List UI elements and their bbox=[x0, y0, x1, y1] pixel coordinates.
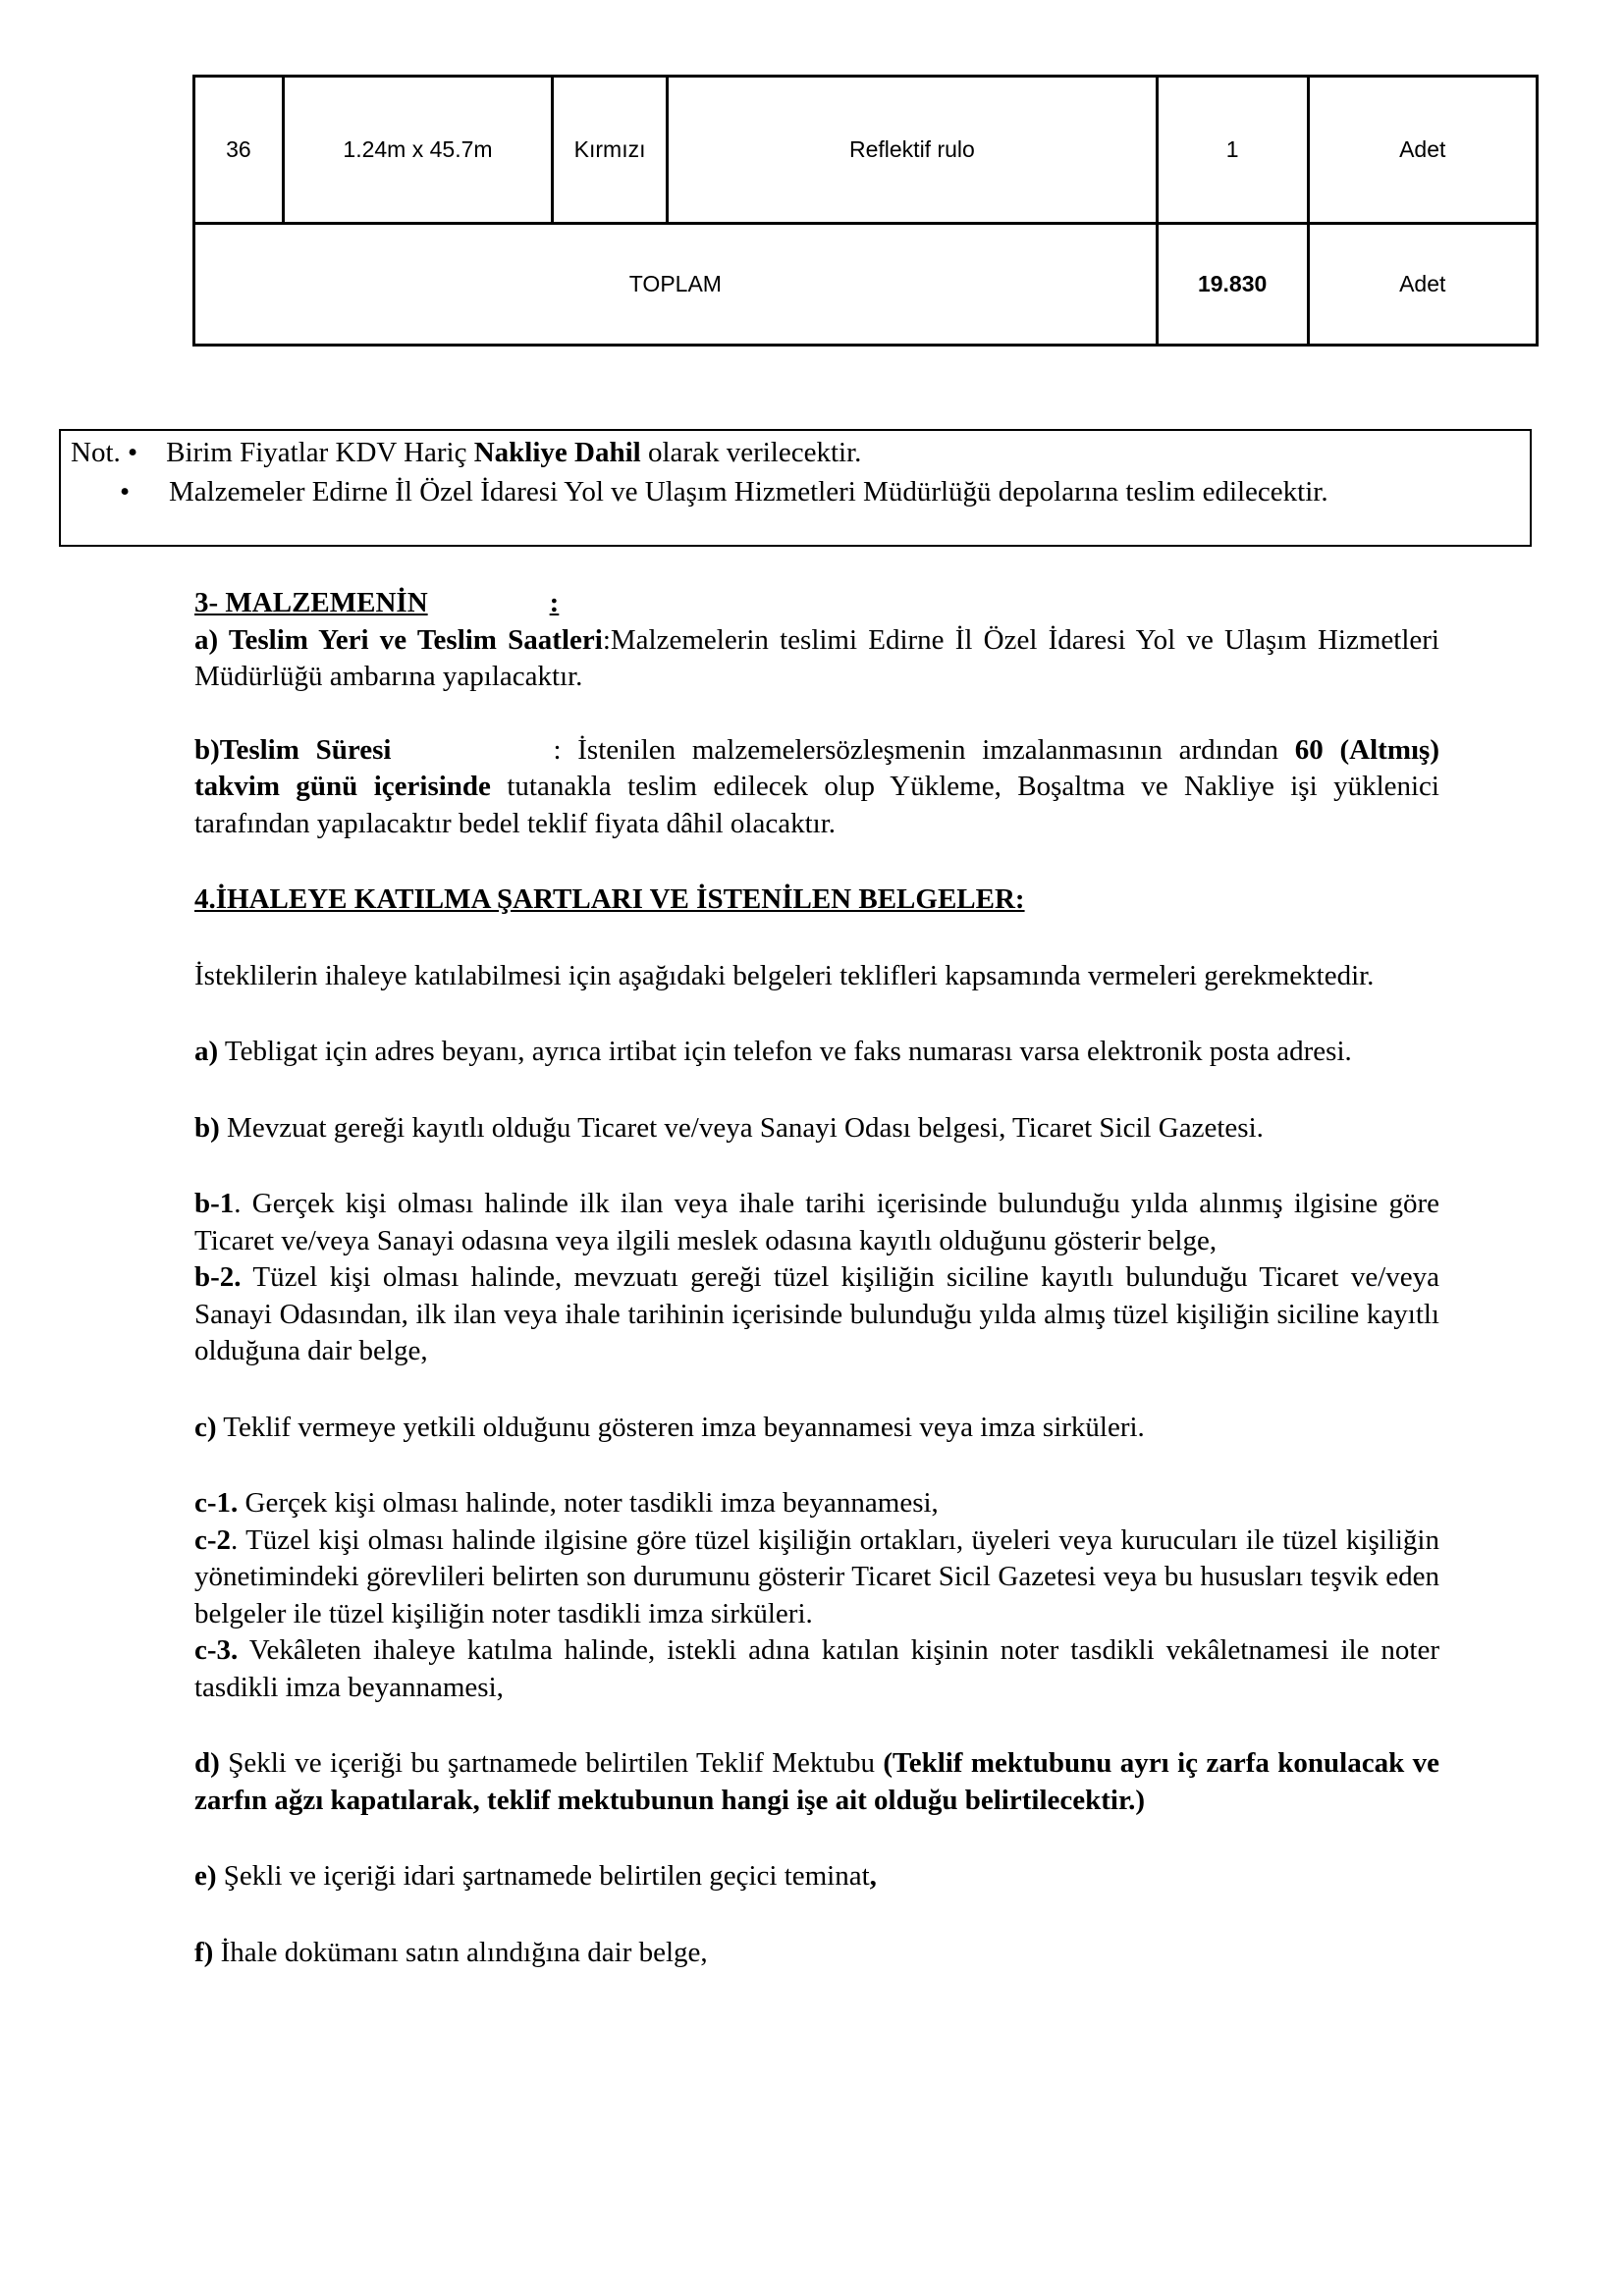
item-f-label: f) bbox=[194, 1936, 214, 1968]
item-c-3-label: c-3. bbox=[194, 1634, 239, 1666]
document-body bbox=[194, 585, 1439, 1971]
item-b-1-text: . Gerçek kişi olması halinde ilk ilan veya ihale tarihi içerisinde bulunduğu yılda alınmış ilgisine göre Ticaret ve/veya Sanayi odasına veya ilgili meslek odasına kayıtlı olduğunu gösterir belge, bbox=[194, 1188, 1439, 1256]
item-c-2 bbox=[194, 1522, 1439, 1633]
item-c-1-text: Gerçek kişi olması halinde, noter tasdikli imza beyannamesi, bbox=[238, 1487, 939, 1519]
item-a-label: a) bbox=[194, 1036, 219, 1067]
note-line-2 bbox=[120, 470, 1328, 513]
table-row bbox=[194, 77, 1538, 224]
note-text: Birim Fiyatlar KDV Hariç bbox=[166, 437, 474, 468]
item-a-text: Tebligat için adres beyanı, ayrıca irtibat için telefon ve faks numarası varsa elektronik posta adresi. bbox=[218, 1036, 1352, 1067]
item-name-cell: Reflektif rulo bbox=[668, 77, 1158, 224]
quantity-cell: 1 bbox=[1157, 77, 1308, 224]
item-c-1 bbox=[194, 1485, 1439, 1522]
total-unit-cell: Adet bbox=[1308, 224, 1537, 346]
item-d-bold: (Teklif mektubunu ayrı iç zarfa konulacak ve zarfın ağzı kapatılarak, teklif mektubunun hangi işe ait olduğu belirtilecektir.) bbox=[194, 1747, 1439, 1816]
item-c-2-text: . Tüzel kişi olması halinde ilgisine göre tüzel kişiliğin ortakları, üyeleri veya kurucuları ile tüzel kişiliğin yönetimindeki görevlileri belirten son durumunu gösterir Ticaret Sicil Gazetesi veya bu hususları teşvik eden belgeler ile tüzel kişiliğin noter tasdikli imza sirküleri. bbox=[194, 1523, 1439, 1629]
total-row bbox=[194, 224, 1538, 346]
section-3-b-text-2: tutanakla teslim edilecek olup Yükleme, Boşaltma ve Nakliye işi yüklenici tarafından yapılacaktır bedel teklif fiyata dâhil olacaktır. bbox=[194, 771, 1439, 839]
item-d-text: Şekli ve içeriği bu şartnamede belirtilen Teklif Mektubu bbox=[219, 1747, 884, 1779]
item-c-label: c) bbox=[194, 1411, 217, 1443]
item-f-text: İhale dokümanı satın alındığına dair belge, bbox=[213, 1936, 708, 1968]
item-c-1-label: c-1. bbox=[194, 1487, 239, 1519]
item-c bbox=[194, 1410, 1439, 1447]
item-e-comma: , bbox=[869, 1860, 877, 1892]
section-4-intro: İsteklilerin ihaleye katılabilmesi için aşağıdaki belgeleri teklifleri kapsamında vermeleri gerekmektedir. bbox=[194, 959, 1375, 991]
note-emphasis: Nakliye Dahil bbox=[473, 437, 641, 468]
item-c-3 bbox=[194, 1632, 1439, 1706]
item-e-text: Şekli ve içeriği idari şartnamede belirtilen geçici teminat bbox=[216, 1860, 870, 1892]
note-line-1 bbox=[71, 431, 861, 474]
total-label-cell: TOPLAM bbox=[194, 224, 1158, 346]
section-3-title-text: 3- MALZEMENİN bbox=[194, 587, 428, 618]
section-3-b-text-1: : İstenilen malzemelersözleşmenin imzalanmasının ardından bbox=[553, 733, 1295, 766]
section-3-title bbox=[194, 585, 1439, 622]
note-box bbox=[59, 429, 1532, 547]
section-3-b-bold: 60 (Altmış) takvim günü içerisinde bbox=[194, 733, 1439, 802]
item-d-label: d) bbox=[194, 1747, 220, 1779]
section-3-title-colon: : bbox=[549, 587, 560, 618]
item-d bbox=[194, 1745, 1439, 1819]
item-b-2 bbox=[194, 1259, 1439, 1370]
unit-cell: Adet bbox=[1308, 77, 1537, 224]
item-b-1-label: b-1 bbox=[194, 1188, 235, 1219]
section-3-b-label: b)Teslim Süresi bbox=[194, 733, 392, 766]
item-a bbox=[194, 1034, 1439, 1071]
section-3-b bbox=[194, 732, 1439, 843]
section-3-a bbox=[194, 622, 1439, 696]
size-cell: 1.24m x 45.7m bbox=[283, 77, 552, 224]
materials-table bbox=[192, 75, 1539, 347]
section-4-title: 4.İHALEYE KATILMA ŞARTLARI VE İSTENİLEN BELGELER: bbox=[194, 883, 1025, 915]
note-delivery-text: Malzemeler Edirne İl Özel İdaresi Yol ve Ulaşım Hizmetleri Müdürlüğü depolarına teslim edilecektir. bbox=[169, 476, 1328, 507]
total-quantity-cell: 19.830 bbox=[1157, 224, 1308, 346]
item-b-2-text: Tüzel kişi olması halinde, mevzuatı gereği tüzel kişiliğin siciline kayıtlı bulunduğu Ticaret ve/veya Sanayi Odasından, ilk ilan veya ihale tarihinin içerisinde bulunduğu yılda almış tüzel kişiliğin siciline kayıtlı olduğuna dair belge, bbox=[194, 1261, 1439, 1366]
color-cell: Kırmızı bbox=[553, 77, 668, 224]
section-3-a-text: :Malzemelerin teslimi Edirne İl Özel İdaresi Yol ve Ulaşım Hizmetleri Müdürlüğü ambarına yapılacaktır. bbox=[194, 623, 1439, 692]
section-3-a-label: a) Teslim Yeri ve Teslim Saatleri bbox=[194, 623, 603, 656]
item-c-2-label: c-2 bbox=[194, 1523, 232, 1556]
item-b bbox=[194, 1110, 1439, 1148]
item-e bbox=[194, 1858, 1439, 1896]
item-b-text: Mevzuat gereği kayıtlı olduğu Ticaret ve/veya Sanayi Odası belgesi, Ticaret Sicil Gazetesi. bbox=[219, 1111, 1264, 1144]
item-b-1 bbox=[194, 1186, 1439, 1259]
bullet-icon: • bbox=[120, 476, 131, 507]
item-e-label: e) bbox=[194, 1860, 217, 1892]
item-b-2-label: b-2. bbox=[194, 1261, 242, 1293]
item-c-3-text: Vekâleten ihaleye katılma halinde, istekli adına katılan kişinin noter tasdikli vekâletnamesi ile noter tasdikli imza beyannamesi, bbox=[194, 1634, 1439, 1703]
item-b-label: b) bbox=[194, 1111, 220, 1144]
note-text-end: olarak verilecektir. bbox=[640, 437, 862, 468]
item-c-text: Teklif vermeye yetkili olduğunu gösteren imza beyannamesi veya imza sirküleri. bbox=[216, 1411, 1145, 1443]
item-f bbox=[194, 1935, 1439, 1972]
note-prefix: Not. • bbox=[71, 437, 138, 468]
row-number-cell: 36 bbox=[194, 77, 284, 224]
